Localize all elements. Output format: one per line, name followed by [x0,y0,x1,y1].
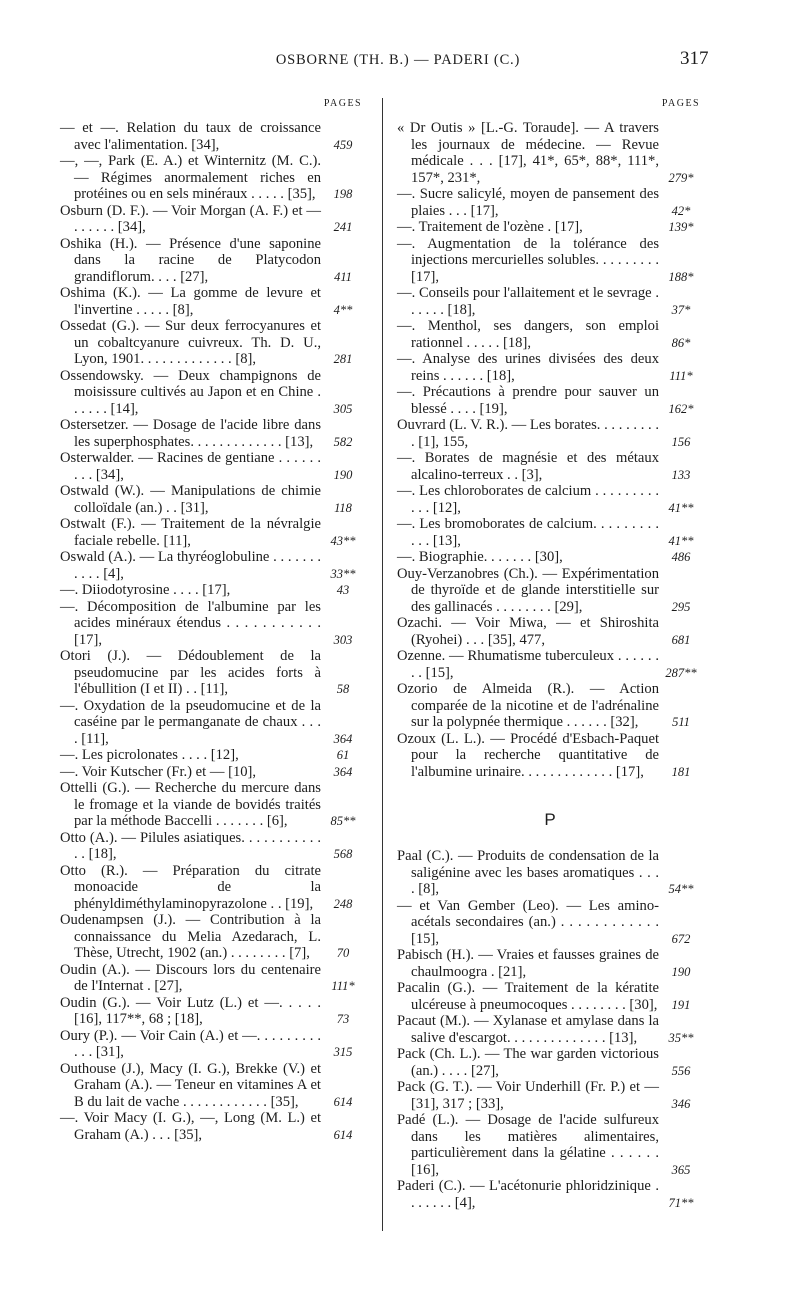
entry-text: —. Sucre salicylé, moyen de pansement des plaies . . . [17], [397,186,659,219]
entry-text: —. Voir Macy (I. G.), —, Long (M. L.) et Graham (A.) . . . [35], [60,1110,321,1143]
index-entry [397,219,703,236]
entry-page: 287** [665,665,697,680]
entry-text: Ouy-Verzanobres (Ch.). — Expérimentation de thyroïde et de glande interstitielle sur des gallinacés . . . . . . . . [29], [397,565,659,615]
entry-text: Ouvrard (L. V. R.). — Les borates. . . . . . . . . . [1], 155, [397,417,659,450]
entry-text: —. Les picrolonates . . . . [12], [60,747,239,763]
entry-page: 73 [336,1012,350,1026]
entry-page: 188* [668,269,694,284]
entry-text: —. Traitement de l'ozène . [17], [397,219,583,235]
column-divider [382,98,383,1231]
entry-text: Otori (J.). — Dédoublement de la pseudomucine par les acides forts à l'ébullition (I et II) . . [11], [60,648,321,697]
entry-text: Oswald (A.). — La thyréoglobuline . . . . . . . . . . . [4], [60,549,321,582]
entry-page: 70 [336,946,350,960]
entry-page: 118 [334,500,352,515]
index-entry [60,830,365,863]
entry-page: 281 [333,352,353,366]
index-entry [60,995,365,1028]
index-entry [397,236,703,286]
entry-text: Ostwalt (F.). — Traitement de la névralgie faciale rebelle. [11], [60,516,321,549]
entry-text: Osburn (D. F.). — Voir Morgan (A. F.) et — . . . . . . [34], [60,202,321,235]
entry-page: 614 [333,1127,353,1142]
index-entry [397,731,703,781]
index-entry [397,516,703,549]
index-entry [60,1061,365,1111]
entry-text: Ottelli (G.). — Recherche du mercure dans le fromage et la viande de bovidés traités par la méthode Baccelli . . . . . . . [6], [60,780,321,829]
entry-page: 41** [668,533,694,548]
index-entry [397,648,703,681]
index-entry [60,203,365,236]
entry-text: —. Conseils pour l'allaitement et le sevrage . . . . . . [18], [397,285,659,318]
entry-text: Pacaut (M.). — Xylanase et amylase dans la salive d'escargot. . . . . . . . . . . . . . [13], [397,1013,659,1046]
entry-page: 411 [334,269,352,284]
index-entry [397,848,703,898]
entry-text: Otto (A.). — Pilules asiatiques. . . . . . . . . . . . . [18], [60,829,321,862]
pages-label: PAGES [323,98,363,109]
entry-text: —. Analyse des urines divisées des deux reins . . . . . . [18], [397,351,659,384]
entry-text: Paderi (C.). — L'acétonurie phloridzinique . . . . . . . [4], [397,1178,659,1211]
index-entry [60,582,365,599]
index-entry [60,318,365,368]
index-entry [397,681,703,731]
entry-text: —. Décomposition de l'albumine par les acides minéraux étendus . . . . . . . . . . . [17], [60,598,321,648]
right-column-header [397,98,703,120]
index-entry [60,599,365,649]
entry-page: 111* [669,368,693,383]
entry-text: Ossedat (G.). — Sur deux ferrocyanures et un cobaltcyanure cuivreux. Th. D. U., Lyon, 1901. . . . . . . . . . . . . [8], [60,318,321,367]
entry-text: —. Oxydation de la pseudomucine et de la caséine par le permanganate de chaux . . . . [11], [60,697,321,747]
page-number: 317 [680,48,709,69]
entry-text: Pacalin (G.). — Traitement de la kératite ulcéreuse à pneumocoques . . . . . . . . [30], [397,980,659,1013]
entry-page: 162* [668,401,694,416]
entry-page: 42* [671,203,691,218]
index-entry [397,566,703,616]
entry-page: 43 [336,583,350,597]
index-entry [397,1079,703,1112]
entry-page: 315 [333,1045,353,1059]
index-entry [60,648,365,698]
entry-text: Pack (Ch. L.). — The war garden victorious (an.) . . . . [27], [397,1046,659,1079]
entry-page: 43** [330,533,356,548]
index-entry [60,912,365,962]
index-entry [397,450,703,483]
left-entry-list [60,120,365,1143]
left-column [60,98,365,1143]
entry-page: 4** [333,302,353,317]
index-entry [60,747,365,764]
entry-text: Ozorio de Almeida (R.). — Action comparée de la nicotine et de l'adrénaline sur la polypnée thermique . . . . . . [32], [397,681,659,730]
p-entry-list [397,848,703,1211]
entry-text: Ossendowsky. — Deux champignons de moisissure cultivés au Japon et en Chine . . . . . . [14], [60,367,321,417]
section-letter: P [544,810,556,829]
entry-text: —. Précautions à prendre pour sauver un blessé . . . . [19], [397,384,659,417]
entry-text: Paal (C.). — Produits de condensation de la saligénine avec les bases aromatiques . . . . [8], [397,848,659,897]
entry-text: Ostersetzer. — Dosage de l'acide libre dans les superphosphates. . . . . . . . . . . . . [13], [60,417,321,450]
entry-page: 139* [668,220,694,234]
index-entry [397,980,703,1013]
entry-page: 35** [668,1030,694,1045]
index-entry [397,615,703,648]
entry-page: 346 [671,1096,691,1111]
entry-text: —. Augmentation de la tolérance des injections mercurielles solubles. . . . . . . . . [17], [397,235,659,285]
index-entry [60,153,365,203]
entry-page: 672 [671,931,691,946]
index-entry [60,1110,365,1143]
index-entry [60,698,365,748]
entry-page: 511 [672,715,690,729]
entry-page: 248 [333,896,353,911]
entry-text: Oury (P.). — Voir Cain (A.) et —. . . . . . . . . . . . [31], [60,1027,321,1060]
index-entry [397,1178,703,1211]
entry-text: —, —, Park (E. A.) et Winternitz (M. C.). — Régimes anormalement riches en protéines ou en sels minéraux . . . . . [35], [60,153,321,202]
index-entry [397,483,703,516]
entry-text: Ostwald (W.). — Manipulations de chimie colloïdale (an.) . . [31], [60,483,321,516]
entry-page: 58 [336,682,350,696]
entry-page: 614 [333,1094,353,1109]
entry-page: 86* [671,335,691,350]
entry-page: 191 [671,997,691,1012]
entry-text: Oudin (A.). — Discours lors du centenaire de l'Internat . [27], [60,961,321,994]
entry-page: 190 [333,467,353,482]
pages-label: PAGES [661,98,701,109]
entry-text: Ozoux (L. L.). — Procédé d'Esbach-Paquet pour la recherche quantitative de l'albumine urinaire. . . . . . . . . . . . . [17], [397,730,659,780]
index-entry [60,549,365,582]
entry-page: 85** [330,814,356,828]
entry-page: 279* [668,170,694,185]
index-entry [60,1028,365,1061]
index-entry [60,285,365,318]
entry-text: —. Diiodotyrosine . . . . [17], [60,582,231,598]
entry-page: 61 [336,748,350,762]
entry-text: Pack (G. T.). — Voir Underhill (Fr. P.) et — [31], 317 ; [33], [397,1079,659,1112]
entry-page: 303 [333,632,353,647]
entry-page: 133 [671,467,691,482]
entry-page: 33** [330,566,356,581]
entry-page: 364 [333,764,353,779]
entry-page: 198 [333,187,353,201]
entry-page: 190 [671,964,691,979]
index-entry [60,368,365,418]
entry-text: —. Les chloroborates de calcium . . . . . . . . . . . . [12], [397,483,659,516]
index-entry [397,186,703,219]
entry-text: —. Les bromoborates de calcium. . . . . . . . . . . . [13], [397,516,659,549]
entry-page: 568 [333,847,353,861]
entry-page: 181 [671,764,691,779]
entry-page: 37* [671,302,691,317]
entry-page: 295 [671,599,691,614]
entry-page: 41** [668,500,694,515]
entry-text: —. Borates de magnésie et des métaux alcalino-terreux . . [3], [397,450,659,483]
index-entry [60,780,365,830]
index-entry [397,1112,703,1178]
entry-page: 681 [671,632,691,647]
entry-text: Padé (L.). — Dosage de l'acide sulfureux dans les matières alimentaires, particulièrement dans la gélatine . . . . . . [16], [397,1112,659,1178]
entry-text: — et —. Relation du taux de croissance avec l'alimentation. [34], [60,120,321,153]
entry-text: —. Biographie. . . . . . . [30], [397,549,563,565]
right-entry-list [397,120,703,780]
entry-text: Oshika (H.). — Présence d'une saponine dans la racine de Platycodon grandiflorum. . . . [27], [60,235,321,285]
index-entry [60,120,365,153]
entry-text: Outhouse (J.), Macy (I. G.), Brekke (V.) et Graham (A.). — Teneur en vitamines A et B du lait de vache . . . . . . . . . . . . [35], [60,1060,321,1110]
entry-text: Osterwalder. — Racines de gentiane . . . . . . . . . [34], [60,450,321,483]
index-entry [60,962,365,995]
entry-page: 111* [331,979,355,993]
entry-page: 459 [333,137,353,152]
index-entry [397,947,703,980]
entry-page: 582 [333,434,353,449]
entry-page: 305 [333,401,353,416]
entry-page: 71** [668,1195,694,1210]
index-entry [397,285,703,318]
entry-page: 364 [333,731,353,746]
entry-text: Oshima (K.). — La gomme de levure et l'invertine . . . . . [8], [60,285,321,318]
entry-text: « Dr Outis » [L.-G. Toraude]. — A travers les journaux de médecine. — Revue médicale . . . [17], 41*, 65*, 88*, 111*, 157*, 231*, [397,120,659,186]
entry-text: —. Menthol, ses dangers, son emploi rationnel . . . . . [18], [397,318,659,351]
index-entry [60,863,365,913]
index-entry [397,549,703,566]
entry-text: Ozachi. — Voir Miwa, — et Shiroshita (Ryohei) . . . [35], 477, [397,615,659,648]
entry-page: 156 [671,434,691,449]
index-entry [397,1046,703,1079]
index-entry [60,764,365,781]
index-entry [397,351,703,384]
entry-page: 365 [671,1162,691,1177]
entry-page: 556 [671,1063,691,1078]
entry-page: 54** [668,882,694,896]
index-entry [397,120,703,186]
entry-text: Oudenampsen (J.). — Contribution à la connaissance du Melia Azedarach, L. Thèse, Utrecht, 1902 (an.) . . . . . . . . [7], [60,912,321,961]
index-entry [60,516,365,549]
entry-text: Oudin (G.). — Voir Lutz (L.) et —. . . . . [16], 117**, 68 ; [18], [60,994,321,1027]
entry-text: — et Van Gember (Leo). — Les amino-acétals secondaires (an.) . . . . . . . . . . . . [15], [397,897,659,947]
entry-text: Pabisch (H.). — Vraies et fausses graines de chaulmoogra . [21], [397,947,659,980]
index-entry [60,483,365,516]
entry-text: —. Voir Kutscher (Fr.) et — [10], [60,763,257,780]
entry-text: Otto (R.). — Préparation du citrate monoacide de la phényldiméthylaminopyrazolone . . [19], [60,862,321,912]
running-header: OSBORNE (TH. B.) — PADERI (C.) [275,52,521,68]
entry-page: 241 [333,220,353,234]
left-column-header [60,98,365,120]
right-column [397,98,703,1211]
index-entry [397,384,703,417]
entry-page: 486 [671,550,691,564]
entry-text: Ozenne. — Rhumatisme tuberculeux . . . . . . . . [15], [397,648,659,681]
index-entry [397,417,703,450]
index-entry [397,898,703,948]
index-entry [397,1013,703,1046]
index-entry [60,450,365,483]
index-entry [60,236,365,286]
index-entry [60,417,365,450]
index-entry [397,318,703,351]
